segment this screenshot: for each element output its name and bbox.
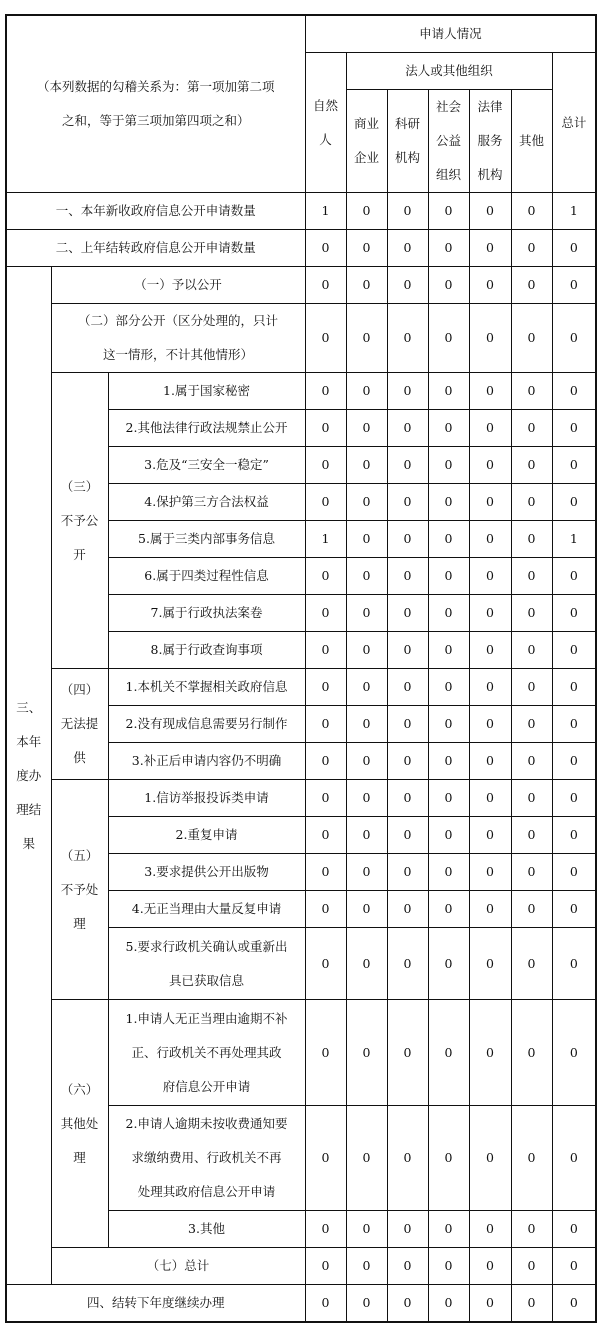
sub-row-label: 2.其他法律行政法规禁止公开	[108, 410, 305, 447]
gov-info-disclosure-table	[5, 14, 597, 1323]
value-cell: 0	[469, 817, 511, 854]
row-label: （一）予以公开	[51, 267, 305, 304]
value-cell: 0	[428, 928, 469, 1000]
value-cell: 0	[305, 1285, 346, 1323]
value-cell: 0	[305, 854, 346, 891]
value-cell: 0	[305, 706, 346, 743]
value-cell: 0	[428, 1211, 469, 1248]
header-col: 法律 服务 机构	[469, 90, 511, 193]
value-cell: 1	[552, 193, 596, 230]
value-cell: 0	[428, 1248, 469, 1285]
sub-row-label: 2.申请人逾期未按收费通知要 求缴纳费用、行政机关不再 处理其政府信息公开申请	[108, 1106, 305, 1211]
table-row	[6, 669, 596, 706]
value-cell: 0	[346, 1248, 387, 1285]
group-label: （五） 不予处 理	[51, 780, 108, 1000]
value-cell: 0	[511, 632, 552, 669]
value-cell: 0	[428, 447, 469, 484]
sub-row-label: 5.要求行政机关确认或重新出 具已获取信息	[108, 928, 305, 1000]
table-row	[6, 1285, 596, 1323]
sub-row-label: 2.没有现成信息需要另行制作	[108, 706, 305, 743]
value-cell: 0	[387, 410, 428, 447]
value-cell: 0	[511, 743, 552, 780]
value-cell: 0	[469, 1106, 511, 1211]
value-cell: 0	[552, 1211, 596, 1248]
value-cell: 0	[552, 484, 596, 521]
value-cell: 0	[428, 373, 469, 410]
header-natural-person: 自然 人	[305, 53, 346, 193]
sub-row-label: 7.属于行政执法案卷	[108, 595, 305, 632]
sub-row-label: 3.其他	[108, 1211, 305, 1248]
value-cell: 0	[346, 373, 387, 410]
value-cell: 0	[305, 669, 346, 706]
sub-row-label: 3.危及“三安全一稳定”	[108, 447, 305, 484]
value-cell: 0	[305, 928, 346, 1000]
value-cell: 0	[552, 558, 596, 595]
value-cell: 0	[511, 817, 552, 854]
table-row	[6, 1248, 596, 1285]
sub-row-label: 4.保护第三方合法权益	[108, 484, 305, 521]
value-cell: 0	[428, 706, 469, 743]
value-cell: 0	[346, 743, 387, 780]
sub-row-label: 4.无正当理由大量反复申请	[108, 891, 305, 928]
value-cell: 0	[346, 817, 387, 854]
sub-row-label: 5.属于三类内部事务信息	[108, 521, 305, 558]
value-cell: 0	[346, 410, 387, 447]
row-label: 一、本年新收政府信息公开申请数量	[6, 193, 305, 230]
group-label: （三） 不予公 开	[51, 373, 108, 669]
group-label: （六） 其他处 理	[51, 1000, 108, 1248]
sub-row-label: 2.重复申请	[108, 817, 305, 854]
value-cell: 1	[552, 521, 596, 558]
value-cell: 0	[428, 521, 469, 558]
value-cell: 0	[387, 1106, 428, 1211]
value-cell: 0	[305, 743, 346, 780]
value-cell: 0	[387, 669, 428, 706]
value-cell: 0	[511, 891, 552, 928]
value-cell: 0	[469, 1285, 511, 1323]
value-cell: 0	[511, 1106, 552, 1211]
value-cell: 0	[387, 193, 428, 230]
value-cell: 0	[552, 267, 596, 304]
value-cell: 0	[346, 706, 387, 743]
value-cell: 0	[552, 595, 596, 632]
value-cell: 0	[428, 891, 469, 928]
value-cell: 0	[428, 558, 469, 595]
value-cell: 0	[511, 304, 552, 373]
table-row	[6, 1000, 596, 1106]
value-cell: 0	[346, 780, 387, 817]
value-cell: 0	[387, 891, 428, 928]
value-cell: 0	[346, 1106, 387, 1211]
value-cell: 0	[469, 743, 511, 780]
value-cell: 0	[428, 1000, 469, 1106]
value-cell: 0	[346, 1285, 387, 1323]
value-cell: 0	[552, 1106, 596, 1211]
value-cell: 0	[428, 410, 469, 447]
value-cell: 0	[469, 854, 511, 891]
value-cell: 0	[305, 267, 346, 304]
value-cell: 0	[511, 267, 552, 304]
row-label: （二）部分公开（区分处理的，只计 这一情形，不计其他情形）	[51, 304, 305, 373]
value-cell: 0	[511, 410, 552, 447]
value-cell: 0	[346, 669, 387, 706]
value-cell: 0	[305, 632, 346, 669]
value-cell: 0	[511, 447, 552, 484]
value-cell: 0	[469, 928, 511, 1000]
value-cell: 0	[511, 854, 552, 891]
value-cell: 0	[469, 780, 511, 817]
value-cell: 0	[469, 669, 511, 706]
value-cell: 0	[305, 1211, 346, 1248]
value-cell: 0	[511, 1211, 552, 1248]
value-cell: 0	[428, 854, 469, 891]
group-label: （四） 无法提 供	[51, 669, 108, 780]
value-cell: 0	[346, 595, 387, 632]
value-cell: 1	[305, 521, 346, 558]
value-cell: 0	[387, 447, 428, 484]
value-cell: 0	[387, 854, 428, 891]
value-cell: 0	[387, 706, 428, 743]
value-cell: 0	[387, 230, 428, 267]
table-row	[6, 193, 596, 230]
value-cell: 0	[346, 230, 387, 267]
value-cell: 0	[305, 1000, 346, 1106]
value-cell: 0	[346, 891, 387, 928]
value-cell: 0	[469, 1248, 511, 1285]
header-total: 总计	[552, 53, 596, 193]
value-cell: 0	[469, 410, 511, 447]
row-label: 二、上年结转政府信息公开申请数量	[6, 230, 305, 267]
value-cell: 0	[305, 410, 346, 447]
header-note: （本列数据的勾稽关系为：第一项加第二项 之和，等于第三项加第四项之和）	[6, 15, 305, 193]
value-cell: 0	[387, 1248, 428, 1285]
value-cell: 0	[346, 928, 387, 1000]
value-cell: 0	[305, 1248, 346, 1285]
value-cell: 0	[428, 304, 469, 373]
value-cell: 0	[387, 1211, 428, 1248]
sub-row-label: 3.补正后申请内容仍不明确	[108, 743, 305, 780]
header-org-group: 法人或其他组织	[346, 53, 552, 90]
value-cell: 0	[387, 780, 428, 817]
value-cell: 0	[305, 780, 346, 817]
value-cell: 0	[511, 928, 552, 1000]
value-cell: 0	[428, 780, 469, 817]
value-cell: 0	[428, 1285, 469, 1323]
value-cell: 0	[511, 558, 552, 595]
value-cell: 0	[511, 193, 552, 230]
value-cell: 0	[469, 193, 511, 230]
header-applicant: 申请人情况	[305, 15, 596, 53]
table-row	[6, 304, 596, 373]
value-cell: 0	[552, 706, 596, 743]
value-cell: 0	[305, 304, 346, 373]
value-cell: 0	[305, 484, 346, 521]
value-cell: 0	[552, 891, 596, 928]
value-cell: 0	[387, 595, 428, 632]
table-row	[6, 780, 596, 817]
sub-row-label: 1.信访举报投诉类申请	[108, 780, 305, 817]
value-cell: 0	[305, 373, 346, 410]
value-cell: 0	[387, 743, 428, 780]
value-cell: 0	[469, 706, 511, 743]
sub-row-label: 8.属于行政查询事项	[108, 632, 305, 669]
value-cell: 0	[346, 193, 387, 230]
value-cell: 0	[469, 447, 511, 484]
value-cell: 0	[346, 558, 387, 595]
value-cell: 0	[428, 632, 469, 669]
header-row	[6, 15, 596, 53]
value-cell: 0	[305, 595, 346, 632]
sub-row-label: 3.要求提供公开出版物	[108, 854, 305, 891]
value-cell: 0	[387, 373, 428, 410]
value-cell: 0	[387, 817, 428, 854]
value-cell: 0	[346, 484, 387, 521]
value-cell: 0	[387, 267, 428, 304]
table-row	[6, 230, 596, 267]
value-cell: 0	[552, 854, 596, 891]
value-cell: 0	[387, 928, 428, 1000]
value-cell: 0	[552, 304, 596, 373]
value-cell: 0	[511, 1285, 552, 1323]
value-cell: 0	[469, 304, 511, 373]
value-cell: 0	[305, 891, 346, 928]
value-cell: 0	[552, 632, 596, 669]
value-cell: 0	[305, 1106, 346, 1211]
value-cell: 0	[346, 1211, 387, 1248]
value-cell: 0	[511, 230, 552, 267]
sub-row-label: 1.本机关不掌握相关政府信息	[108, 669, 305, 706]
value-cell: 0	[346, 304, 387, 373]
value-cell: 0	[469, 558, 511, 595]
value-cell: 0	[305, 817, 346, 854]
value-cell: 0	[346, 267, 387, 304]
value-cell: 0	[552, 410, 596, 447]
value-cell: 0	[428, 267, 469, 304]
value-cell: 0	[511, 521, 552, 558]
value-cell: 0	[511, 1248, 552, 1285]
value-cell: 0	[346, 521, 387, 558]
value-cell: 0	[469, 230, 511, 267]
value-cell: 0	[305, 558, 346, 595]
value-cell: 0	[428, 669, 469, 706]
value-cell: 0	[469, 595, 511, 632]
value-cell: 0	[387, 1000, 428, 1106]
value-cell: 0	[552, 1285, 596, 1323]
value-cell: 1	[305, 193, 346, 230]
value-cell: 0	[511, 780, 552, 817]
value-cell: 0	[511, 706, 552, 743]
value-cell: 0	[552, 1248, 596, 1285]
value-cell: 0	[552, 780, 596, 817]
value-cell: 0	[387, 484, 428, 521]
value-cell: 0	[346, 632, 387, 669]
value-cell: 0	[511, 1000, 552, 1106]
value-cell: 0	[428, 817, 469, 854]
sub-row-label: 1.申请人无正当理由逾期不补 正、行政机关不再处理其政 府信息公开申请	[108, 1000, 305, 1106]
value-cell: 0	[552, 743, 596, 780]
value-cell: 0	[346, 1000, 387, 1106]
value-cell: 0	[387, 521, 428, 558]
value-cell: 0	[428, 193, 469, 230]
header-col: 其他	[511, 90, 552, 193]
value-cell: 0	[469, 891, 511, 928]
value-cell: 0	[511, 484, 552, 521]
value-cell: 0	[469, 1000, 511, 1106]
value-cell: 0	[469, 373, 511, 410]
table-row	[6, 267, 596, 304]
value-cell: 0	[511, 595, 552, 632]
value-cell: 0	[552, 1000, 596, 1106]
value-cell: 0	[552, 447, 596, 484]
sub-row-label: 1.属于国家秘密	[108, 373, 305, 410]
header-col: 商业 企业	[346, 90, 387, 193]
value-cell: 0	[469, 521, 511, 558]
value-cell: 0	[346, 854, 387, 891]
value-cell: 0	[511, 669, 552, 706]
section3-label: 三、 本年 度办 理结 果	[6, 267, 51, 1285]
value-cell: 0	[469, 1211, 511, 1248]
value-cell: 0	[469, 267, 511, 304]
value-cell: 0	[469, 484, 511, 521]
row-label: 四、结转下年度继续办理	[6, 1285, 305, 1323]
value-cell: 0	[428, 230, 469, 267]
header-col: 社会 公益 组织	[428, 90, 469, 193]
table-row	[6, 373, 596, 410]
value-cell: 0	[552, 373, 596, 410]
value-cell: 0	[387, 1285, 428, 1323]
value-cell: 0	[428, 484, 469, 521]
value-cell: 0	[428, 743, 469, 780]
header-col: 科研 机构	[387, 90, 428, 193]
value-cell: 0	[387, 632, 428, 669]
value-cell: 0	[387, 558, 428, 595]
value-cell: 0	[552, 669, 596, 706]
value-cell: 0	[552, 817, 596, 854]
sub-row-label: 6.属于四类过程性信息	[108, 558, 305, 595]
value-cell: 0	[428, 1106, 469, 1211]
value-cell: 0	[552, 928, 596, 1000]
value-cell: 0	[428, 595, 469, 632]
value-cell: 0	[511, 373, 552, 410]
value-cell: 0	[552, 230, 596, 267]
value-cell: 0	[305, 447, 346, 484]
value-cell: 0	[346, 447, 387, 484]
value-cell: 0	[387, 304, 428, 373]
value-cell: 0	[305, 230, 346, 267]
row-label: （七）总计	[51, 1248, 305, 1285]
value-cell: 0	[469, 632, 511, 669]
